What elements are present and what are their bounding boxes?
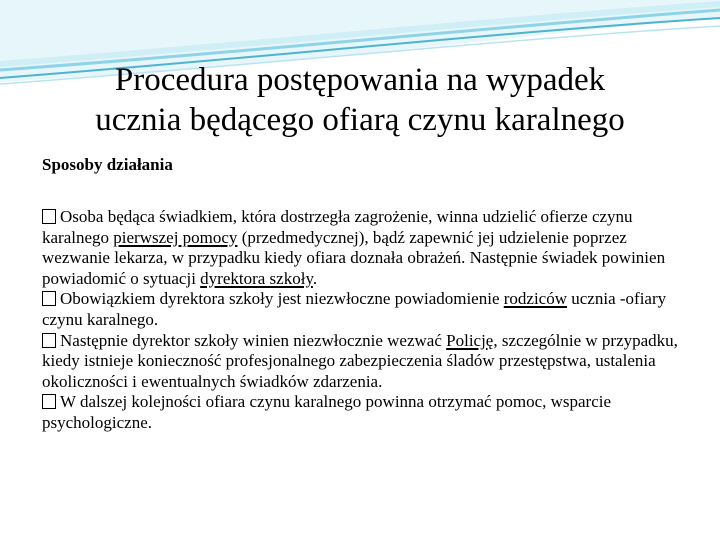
procedure-list — [42, 207, 692, 434]
bullet-box-icon — [42, 333, 56, 348]
procedure-item — [42, 207, 692, 289]
text-segment: Obowiązkiem dyrektora szkoły jest niezwłoczne powiadomienie — [60, 289, 504, 309]
text-segment: . — [312, 268, 318, 288]
procedure-item — [42, 331, 692, 393]
underlined-text: pierwszej pomocy — [113, 227, 238, 247]
text-segment: ucznia -ofiary czynu karalnego. — [42, 289, 667, 329]
bullet-box-icon — [42, 394, 56, 409]
text-segment: (przedmedycznej), bądź zapewnić jej udzielenie poprzez wezwanie lekarza, w przypadku kiedy ofiara doznała obrażeń. Następnie świadek powinien powiadomić o sytuacji — [42, 227, 666, 288]
procedure-item — [42, 392, 692, 433]
underlined-text: Policję — [446, 330, 494, 350]
text-segment: Następnie dyrektor szkoły winien niezwłocznie wezwać — [60, 330, 447, 350]
procedure-item — [42, 289, 692, 330]
title-line-1: Procedura postępowania na wypadek — [114, 62, 606, 98]
bullet-box-icon — [42, 291, 56, 306]
text-segment: Osoba będąca świadkiem, która dostrzegła zagrożenie, winna udzielić ofierze czynu karalnego — [42, 207, 633, 247]
bullet-box-icon — [42, 209, 56, 224]
text-segment: , szczególnie w przypadku, kiedy istnieje konieczność profesjonalnego zabezpieczenia śladów przestępstwa, ustalenia okoliczności i ewentualnych świadków zdarzenia. — [42, 330, 678, 391]
underlined-text: dyrektora szkoły — [200, 268, 313, 288]
section-subtitle: Sposoby działania — [42, 155, 173, 174]
page-title — [0, 60, 720, 140]
title-line-2: ucznia będącego ofiarą czynu karalnego — [95, 102, 625, 138]
text-segment: W dalszej kolejności ofiara czynu karalnego powinna otrzymać pomoc, wsparcie psychologiczne. — [42, 392, 612, 432]
underlined-text: rodziców — [503, 289, 568, 309]
